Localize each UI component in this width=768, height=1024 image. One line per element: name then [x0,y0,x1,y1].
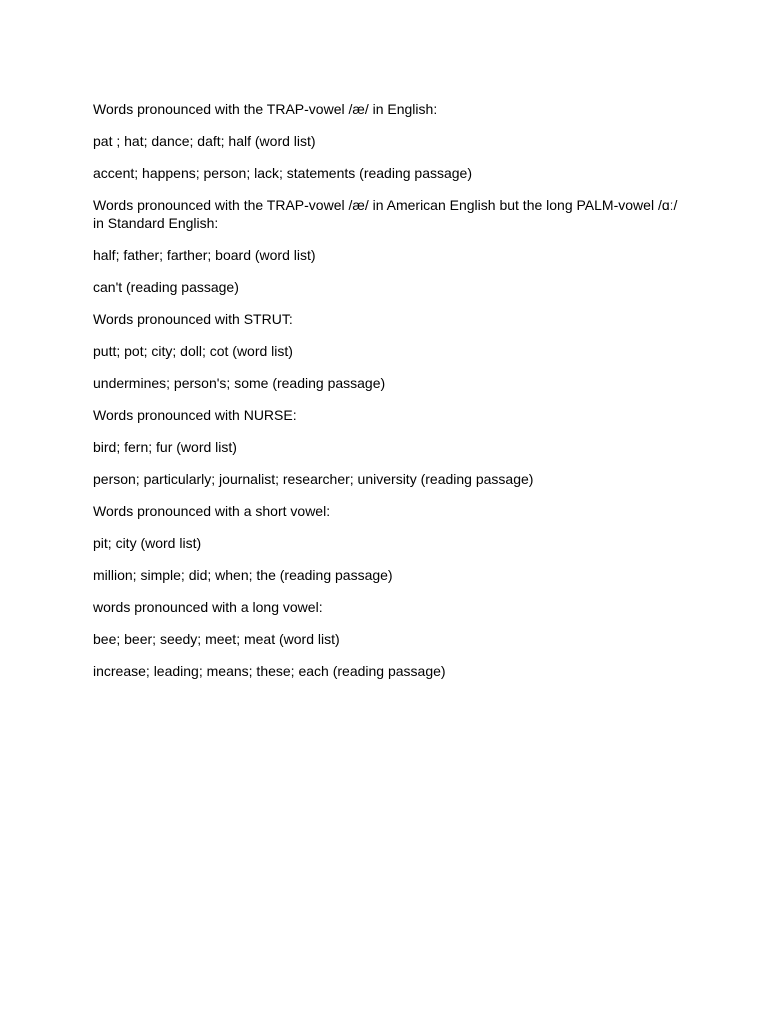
heading-short-vowel: Words pronounced with a short vowel: [93,503,331,519]
heading-nurse: Words pronounced with NURSE: [93,407,297,423]
strut-reading-passage: undermines; person's; some (reading passage) [93,375,386,391]
document-body [93,100,683,694]
heading-trap-vowel: Words pronounced with the TRAP-vowel /æ/ in English: [93,101,438,117]
trap-reading-passage: accent; happens; person; lack; statements (reading passage) [93,165,472,181]
heading-strut: Words pronounced with STRUT: [93,311,293,327]
heading-trap-palm: Words pronounced with the TRAP-vowel /æ/ in American English but the long PALM-vowel /ɑː/ in Standard English: [93,197,678,231]
short-vowel-word-list: pit; city (word list) [93,535,202,551]
trap-palm-word-list: half; father; farther; board (word list) [93,247,316,263]
long-vowel-reading-passage: increase; leading; means; these; each (reading passage) [93,663,446,679]
long-vowel-word-list: bee; beer; seedy; meet; meat (word list) [93,631,340,647]
trap-palm-reading-passage: can't (reading passage) [93,279,239,295]
nurse-word-list: bird; fern; fur (word list) [93,439,237,455]
nurse-reading-passage: person; particularly; journalist; researcher; university (reading passage) [93,471,534,487]
strut-word-list: putt; pot; city; doll; cot (word list) [93,343,293,359]
heading-long-vowel: words pronounced with a long vowel: [93,599,323,615]
trap-word-list: pat ; hat; dance; daft; half (word list) [93,133,316,149]
short-vowel-reading-passage: million; simple; did; when; the (reading passage) [93,567,393,583]
